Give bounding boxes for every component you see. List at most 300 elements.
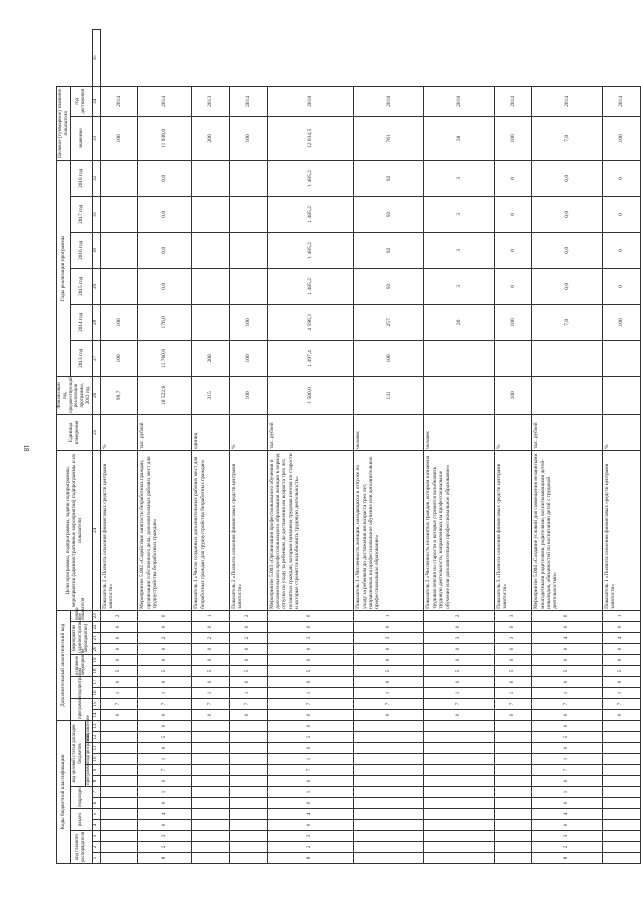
code-digit-cell: 0 xyxy=(424,654,494,665)
code-digit-cell xyxy=(229,776,267,787)
code-digit-cell: 5 xyxy=(602,665,640,676)
row-target-value: 200 xyxy=(192,116,230,160)
row-unit: % xyxy=(100,414,138,450)
code-digit-cell xyxy=(424,787,494,798)
code-digit-cell: 0 xyxy=(354,676,424,687)
code-digit-cell xyxy=(192,820,230,831)
code-digit-cell: 1 xyxy=(354,687,424,698)
row-year-value xyxy=(494,340,532,376)
column-index-cell: 13 xyxy=(92,720,100,731)
code-digit-cell: 0 xyxy=(267,643,354,654)
code-digit-cell xyxy=(229,798,267,809)
year-2018-header: 2018 год xyxy=(70,160,92,196)
code-digit-cell: 0 xyxy=(192,654,230,665)
program-indicators-table xyxy=(56,29,641,864)
code-digit-cell xyxy=(229,743,267,754)
column-index-cell: 32 xyxy=(92,160,100,196)
column-index-cell: 18 xyxy=(92,665,100,676)
code-digit-cell xyxy=(602,720,640,731)
code-digit-cell: 7 xyxy=(138,698,192,709)
row-base-year-value: 1 500,0 xyxy=(267,376,354,414)
column-index-cell: 7 xyxy=(92,787,100,798)
code-digit-cell: 0 xyxy=(424,709,494,720)
column-index-cell: 9 xyxy=(92,765,100,776)
code-digit-cell xyxy=(100,776,138,787)
code-digit-cell xyxy=(100,720,138,731)
code-digit-cell: 7 xyxy=(494,698,532,709)
code-digit-cell xyxy=(602,820,640,831)
row-target-year: 2014 xyxy=(229,86,267,116)
code-digit-cell xyxy=(192,853,230,864)
row-year-value: 100 xyxy=(602,304,640,340)
code-digit-cell xyxy=(424,743,494,754)
column-index-cell: 10 xyxy=(92,754,100,765)
code-digit-cell xyxy=(354,720,424,731)
code-digit-cell: 0 xyxy=(267,720,354,731)
code-digit-cell: 0 xyxy=(532,676,602,687)
row-unit: человек xyxy=(424,414,494,450)
add-main-event-header: основное мероприятие xyxy=(70,654,92,676)
column-index-cell: 4 xyxy=(92,820,100,831)
code-digit-cell: 1 xyxy=(138,754,192,765)
column-index-cell: 1 xyxy=(92,853,100,864)
code-digit-cell: 0 xyxy=(138,709,192,720)
row-unit: % xyxy=(602,414,640,450)
row-year-value: 100 xyxy=(100,304,138,340)
code-digit-cell: 0 xyxy=(100,654,138,665)
code-digit-cell: 1 xyxy=(229,687,267,698)
add-subprogram-header: подпрограмма xyxy=(70,676,92,698)
code-digit-cell: 2 xyxy=(100,610,138,621)
code-digit-cell: 0 xyxy=(532,621,602,632)
code-digit-cell: 3 xyxy=(494,610,532,621)
code-digit-cell: 3 xyxy=(424,632,494,643)
row-base-year-value: 131 xyxy=(354,376,424,414)
code-digit-cell: 5 xyxy=(354,665,424,676)
code-digit-cell: 0 xyxy=(494,709,532,720)
code-digit-cell xyxy=(192,732,230,743)
code-digit-cell xyxy=(424,754,494,765)
row-year-value: 0 xyxy=(494,268,532,304)
row-base-year-value: 99,7 xyxy=(100,376,138,414)
code-digit-cell: 0 xyxy=(532,610,602,621)
code-digit-cell: 0 xyxy=(532,798,602,809)
column-index-cell: 25 xyxy=(92,414,100,450)
column-index-cell: 27 xyxy=(92,340,100,376)
code-digit-cell: 1 xyxy=(602,687,640,698)
row-description: Показатель 1 «Численность женщин, находящихся в отпуске по уходу за ребенком до достижения им возраста трех лет, направленных на профессиональное обучение или дополнительное профессиональное образование» xyxy=(354,450,424,610)
code-digit-cell xyxy=(100,765,138,776)
column-index-cell: 15 xyxy=(92,698,100,709)
add-indicator-header: номер показателя xyxy=(70,610,92,621)
column-index-cell: 28 xyxy=(92,304,100,340)
code-digit-cell xyxy=(229,842,267,853)
code-digit-cell: 2 xyxy=(229,610,267,621)
row-base-year-value xyxy=(532,376,602,414)
row-year-value: 1 485,2 xyxy=(267,160,354,196)
code-digit-cell: 0 xyxy=(138,676,192,687)
code-digit-cell: 0 xyxy=(229,654,267,665)
code-digit-cell: 0 xyxy=(138,610,192,621)
row-target-year: 2018 xyxy=(424,86,494,116)
table-row xyxy=(532,30,602,864)
table-row xyxy=(354,30,424,864)
row-year-value: 3 xyxy=(424,268,494,304)
code-digit-cell xyxy=(229,809,267,820)
kbk-target-header: код целевой статьи расходов бюджетов xyxy=(70,720,85,786)
code-digit-cell: 0 xyxy=(532,776,602,787)
code-digit-cell: 0 xyxy=(192,709,230,720)
column-index-cell: 17 xyxy=(92,676,100,687)
unit-column-header: Единица измерения xyxy=(57,414,93,450)
column-index-cell: 31 xyxy=(92,196,100,232)
code-digit-cell: 8 xyxy=(267,853,354,864)
row-year-value: 0 xyxy=(602,232,640,268)
row-year-value xyxy=(532,340,602,376)
code-digit-cell xyxy=(494,798,532,809)
code-digit-cell xyxy=(192,798,230,809)
code-digit-cell xyxy=(100,842,138,853)
row-unit: тыс. рублей xyxy=(138,414,192,450)
code-digit-cell: 0 xyxy=(100,709,138,720)
row-target-value: 38 xyxy=(424,116,494,160)
code-digit-cell: 0 xyxy=(532,720,602,731)
code-digit-cell xyxy=(100,831,138,842)
code-digit-cell: 7 xyxy=(138,765,192,776)
code-digit-cell: 7 xyxy=(229,698,267,709)
target-group-header: Целевое (суммарное) значение показателя xyxy=(57,86,71,160)
code-digit-cell: 3 xyxy=(532,831,602,842)
code-digit-cell xyxy=(602,765,640,776)
code-digit-cell: 7 xyxy=(602,698,640,709)
row-year-value: 0,0 xyxy=(138,160,192,196)
code-digit-cell: 5 xyxy=(532,732,602,743)
code-digit-cell xyxy=(100,809,138,820)
row-unit: человек xyxy=(354,414,424,450)
table-row xyxy=(494,30,532,864)
code-digit-cell: 0 xyxy=(532,709,602,720)
code-digit-cell: 0 xyxy=(229,709,267,720)
code-digit-cell: 1 xyxy=(138,787,192,798)
code-digit-cell: 0 xyxy=(494,621,532,632)
table-body xyxy=(100,30,640,864)
code-digit-cell: 5 xyxy=(267,665,354,676)
row-year-value: 0 xyxy=(494,196,532,232)
code-digit-cell: 4 xyxy=(267,809,354,820)
kbk-target-program-header: программа xyxy=(85,762,91,785)
table-row xyxy=(267,30,354,864)
code-digit-cell: 0 xyxy=(267,676,354,687)
code-digit-cell: 2 xyxy=(138,842,192,853)
row-year-value xyxy=(192,196,230,232)
row-year-value: 1 497,4 xyxy=(267,340,354,376)
code-digit-cell: 1 xyxy=(424,687,494,698)
column-index-cell: 24 xyxy=(92,450,100,610)
row-target-value: 12 034,5 xyxy=(267,116,354,160)
column-index-cell: 23 xyxy=(92,610,100,621)
year-2017-header: 2017 год xyxy=(70,196,92,232)
table-row xyxy=(192,30,230,864)
code-digit-cell: 1 xyxy=(494,687,532,698)
code-digit-cell xyxy=(494,765,532,776)
column-index-cell: 14 xyxy=(92,709,100,720)
code-digit-cell: 0 xyxy=(267,798,354,809)
code-digit-cell xyxy=(424,798,494,809)
code-digit-cell: 0 xyxy=(192,676,230,687)
code-digit-cell: 7 xyxy=(532,698,602,709)
row-description: Показатель 3 «Полнота освоения финансовых средств центрами занятости» xyxy=(494,450,532,610)
code-digit-cell: 1 xyxy=(267,787,354,798)
code-digit-cell xyxy=(354,853,424,864)
code-digit-cell: 0 xyxy=(229,621,267,632)
code-digit-cell: 4 xyxy=(532,809,602,820)
row-year-value xyxy=(229,232,267,268)
column-index-cell: 30 xyxy=(92,232,100,268)
code-digit-cell: 0 xyxy=(229,676,267,687)
row-year-value: 1 485,2 xyxy=(267,232,354,268)
row-base-year-value: 100 xyxy=(494,376,532,414)
code-digit-cell: 0 xyxy=(532,820,602,831)
kbk-subsection-header: подраздел xyxy=(70,787,92,809)
row-unit: единиц xyxy=(192,414,230,450)
code-digit-cell: 0 xyxy=(267,610,354,621)
row-unit: % xyxy=(494,414,532,450)
column-index-cell: 11 xyxy=(92,743,100,754)
row-year-value: 0 xyxy=(602,196,640,232)
code-digit-cell: 2 xyxy=(424,610,494,621)
table-row xyxy=(602,30,640,864)
row-target-year: 2013 xyxy=(192,86,230,116)
row-unit: тыс. рублей xyxy=(532,414,602,450)
code-digit-cell: 0 xyxy=(100,621,138,632)
row-base-year-value: 315 xyxy=(192,376,230,414)
row-year-value: 0,0 xyxy=(532,160,602,196)
code-digit-cell: 0 xyxy=(138,743,192,754)
code-digit-cell xyxy=(192,754,230,765)
code-digit-cell: 7 xyxy=(192,698,230,709)
code-digit-cell: 1 xyxy=(532,754,602,765)
row-year-value: 1 485,2 xyxy=(267,196,354,232)
code-digit-cell: 1 xyxy=(192,610,230,621)
code-digit-cell xyxy=(100,820,138,831)
code-digit-cell: 1 xyxy=(602,610,640,621)
row-year-value: 0,0 xyxy=(532,232,602,268)
row-year-value: 0,0 xyxy=(532,268,602,304)
code-digit-cell xyxy=(494,820,532,831)
column-index-row xyxy=(92,30,100,864)
row-year-value: 100 xyxy=(229,304,267,340)
row-year-value: 4 596,3 xyxy=(267,304,354,340)
code-digit-cell: 0 xyxy=(138,654,192,665)
code-digit-cell xyxy=(424,820,494,831)
code-digit-cell: 3 xyxy=(494,632,532,643)
row-year-value: 92 xyxy=(354,196,424,232)
row-base-year-value xyxy=(602,376,640,414)
code-digit-cell xyxy=(354,820,424,831)
code-digit-cell: 2 xyxy=(192,632,230,643)
table-row xyxy=(138,30,192,864)
code-digit-cell: 1 xyxy=(267,687,354,698)
row-unit: % xyxy=(229,414,267,450)
code-digit-cell: 5 xyxy=(138,665,192,676)
row-target-year: 2014 xyxy=(100,86,138,116)
code-digit-cell xyxy=(192,720,230,731)
row-target-value: 7,0 xyxy=(532,116,602,160)
code-digit-cell: 1 xyxy=(532,787,602,798)
code-digit-cell: 5 xyxy=(100,665,138,676)
code-digit-cell xyxy=(424,853,494,864)
row-year-value: 100 xyxy=(229,340,267,376)
code-digit-cell: 5 xyxy=(532,665,602,676)
row-target-year: 2014 xyxy=(602,86,640,116)
row-year-value: 0 xyxy=(602,160,640,196)
code-digit-cell: 0 xyxy=(424,621,494,632)
code-digit-cell xyxy=(229,765,267,776)
code-digit-cell xyxy=(192,809,230,820)
row-year-value: 11 760,0 xyxy=(138,340,192,376)
code-digit-cell: 3 xyxy=(354,632,424,643)
code-digit-cell xyxy=(229,732,267,743)
code-digit-cell: 2 xyxy=(138,632,192,643)
code-digit-cell: 0 xyxy=(100,632,138,643)
kbk-target-direction-header: направление xyxy=(85,715,91,741)
code-digit-cell xyxy=(354,831,424,842)
table-row xyxy=(424,30,494,864)
row-description: Показатель 2 «Численность незанятых граждан, которым назначена трудовая пенсия по старости и которые стремятся возобновить трудовую деятельность, направленных на профессиональное обучение или дополнительное профессиональное образование» xyxy=(424,450,494,610)
code-digit-cell xyxy=(354,787,424,798)
row-description: Показатель 2 «Полнота освоения финансовых средств центрами занятости» xyxy=(229,450,267,610)
code-digit-cell: 2 xyxy=(267,842,354,853)
row-year-value xyxy=(100,232,138,268)
column-index-cell: 35 xyxy=(92,30,100,87)
code-digit-cell xyxy=(602,754,640,765)
year-2014-header: 2014 год xyxy=(70,304,92,340)
code-digit-cell xyxy=(354,765,424,776)
code-digit-cell: 4 xyxy=(532,632,602,643)
table-row xyxy=(229,30,267,864)
column-index-cell: 22 xyxy=(92,621,100,632)
code-digit-cell: 0 xyxy=(532,654,602,665)
code-digit-cell xyxy=(229,787,267,798)
row-year-value xyxy=(100,160,138,196)
row-target-value: 100 xyxy=(494,116,532,160)
row-year-value: 257 xyxy=(354,304,424,340)
add-program-header: программа xyxy=(70,698,92,720)
code-digit-cell xyxy=(494,776,532,787)
column-index-cell: 2 xyxy=(92,842,100,853)
row-year-value: 26 xyxy=(424,304,494,340)
row-year-value: 3 xyxy=(424,232,494,268)
row-target-year: 2018 xyxy=(354,86,424,116)
code-digit-cell xyxy=(424,831,494,842)
row-target-value: 761 xyxy=(354,116,424,160)
column-index-cell: 19 xyxy=(92,654,100,665)
row-year-value xyxy=(229,196,267,232)
target-year-header: год достижения xyxy=(70,86,92,116)
code-digit-cell: 0 xyxy=(494,676,532,687)
code-digit-cell xyxy=(100,754,138,765)
row-target-value: 100 xyxy=(229,116,267,160)
code-digit-cell: 1 xyxy=(192,687,230,698)
row-year-value xyxy=(192,304,230,340)
code-digit-cell xyxy=(192,831,230,842)
code-digit-cell xyxy=(602,853,640,864)
row-year-value xyxy=(602,340,640,376)
row-unit: тыс. рублей xyxy=(267,414,354,450)
row-year-value: 92 xyxy=(354,160,424,196)
row-target-value: 100 xyxy=(602,116,640,160)
code-digit-cell: 7 xyxy=(100,698,138,709)
code-digit-cell xyxy=(602,809,640,820)
code-digit-cell xyxy=(354,776,424,787)
code-digit-cell: 0 xyxy=(100,643,138,654)
code-digit-cell xyxy=(100,798,138,809)
code-digit-cell xyxy=(494,853,532,864)
column-index-cell: 16 xyxy=(92,687,100,698)
code-digit-cell: 0 xyxy=(494,643,532,654)
code-digit-cell: 0 xyxy=(602,654,640,665)
budget-program-table-sheet xyxy=(56,29,638,864)
code-digit-cell xyxy=(192,765,230,776)
column-index-cell: 29 xyxy=(92,268,100,304)
code-digit-cell: 0 xyxy=(138,776,192,787)
code-digit-cell xyxy=(354,743,424,754)
code-digit-cell: 0 xyxy=(229,643,267,654)
code-digit-cell: 0 xyxy=(267,743,354,754)
code-digit-cell: 5 xyxy=(138,732,192,743)
code-digit-cell xyxy=(354,732,424,743)
row-year-value xyxy=(229,160,267,196)
code-digit-cell: 2 xyxy=(532,842,602,853)
row-year-value xyxy=(424,340,494,376)
name-column-header: Цели программы, подпрограммы, задачи подпрограммы, мероприятия (административные мероприятия) подпрограммы и их показатели xyxy=(57,450,93,610)
code-digit-cell: 2 xyxy=(229,632,267,643)
code-digit-cell: 5 xyxy=(267,732,354,743)
code-digit-cell: 1 xyxy=(267,754,354,765)
base-year-column-header: Финансовый год, предшествующий реализации программы, 2012 год xyxy=(57,376,91,413)
year-2016-header: 2016 год xyxy=(70,232,92,268)
code-digit-cell xyxy=(424,842,494,853)
code-digit-cell: 7 xyxy=(424,698,494,709)
code-digit-cell: 0 xyxy=(138,820,192,831)
code-digit-cell: 5 xyxy=(494,665,532,676)
code-digit-cell xyxy=(192,787,230,798)
code-digit-cell xyxy=(424,776,494,787)
kbk-section-header: раздел xyxy=(70,809,92,831)
row-year-value xyxy=(229,268,267,304)
row-base-year-value: 18 522,0 xyxy=(138,376,192,414)
header-row-1 xyxy=(57,30,71,864)
code-digit-cell: 0 xyxy=(354,654,424,665)
year-2015-header: 2015 год xyxy=(70,268,92,304)
code-digit-cell xyxy=(494,831,532,842)
code-digit-cell: 7 xyxy=(267,698,354,709)
code-digit-cell: 8 xyxy=(138,853,192,864)
row-year-value: 0 xyxy=(494,160,532,196)
column-index-cell: 5 xyxy=(92,809,100,820)
column-index-cell: 6 xyxy=(92,798,100,809)
row-description: Показатель 1 «Полнота освоения финансовых средств центрами занятости» xyxy=(602,450,640,610)
code-digit-cell: 0 xyxy=(354,643,424,654)
code-digit-cell: 3 xyxy=(138,831,192,842)
code-digit-cell xyxy=(192,743,230,754)
code-digit-cell: 0 xyxy=(602,676,640,687)
row-target-value: 100 xyxy=(100,116,138,160)
code-digit-cell xyxy=(424,809,494,820)
code-digit-cell xyxy=(602,798,640,809)
code-digit-cell: 0 xyxy=(267,621,354,632)
column-index-cell: 20 xyxy=(92,643,100,654)
